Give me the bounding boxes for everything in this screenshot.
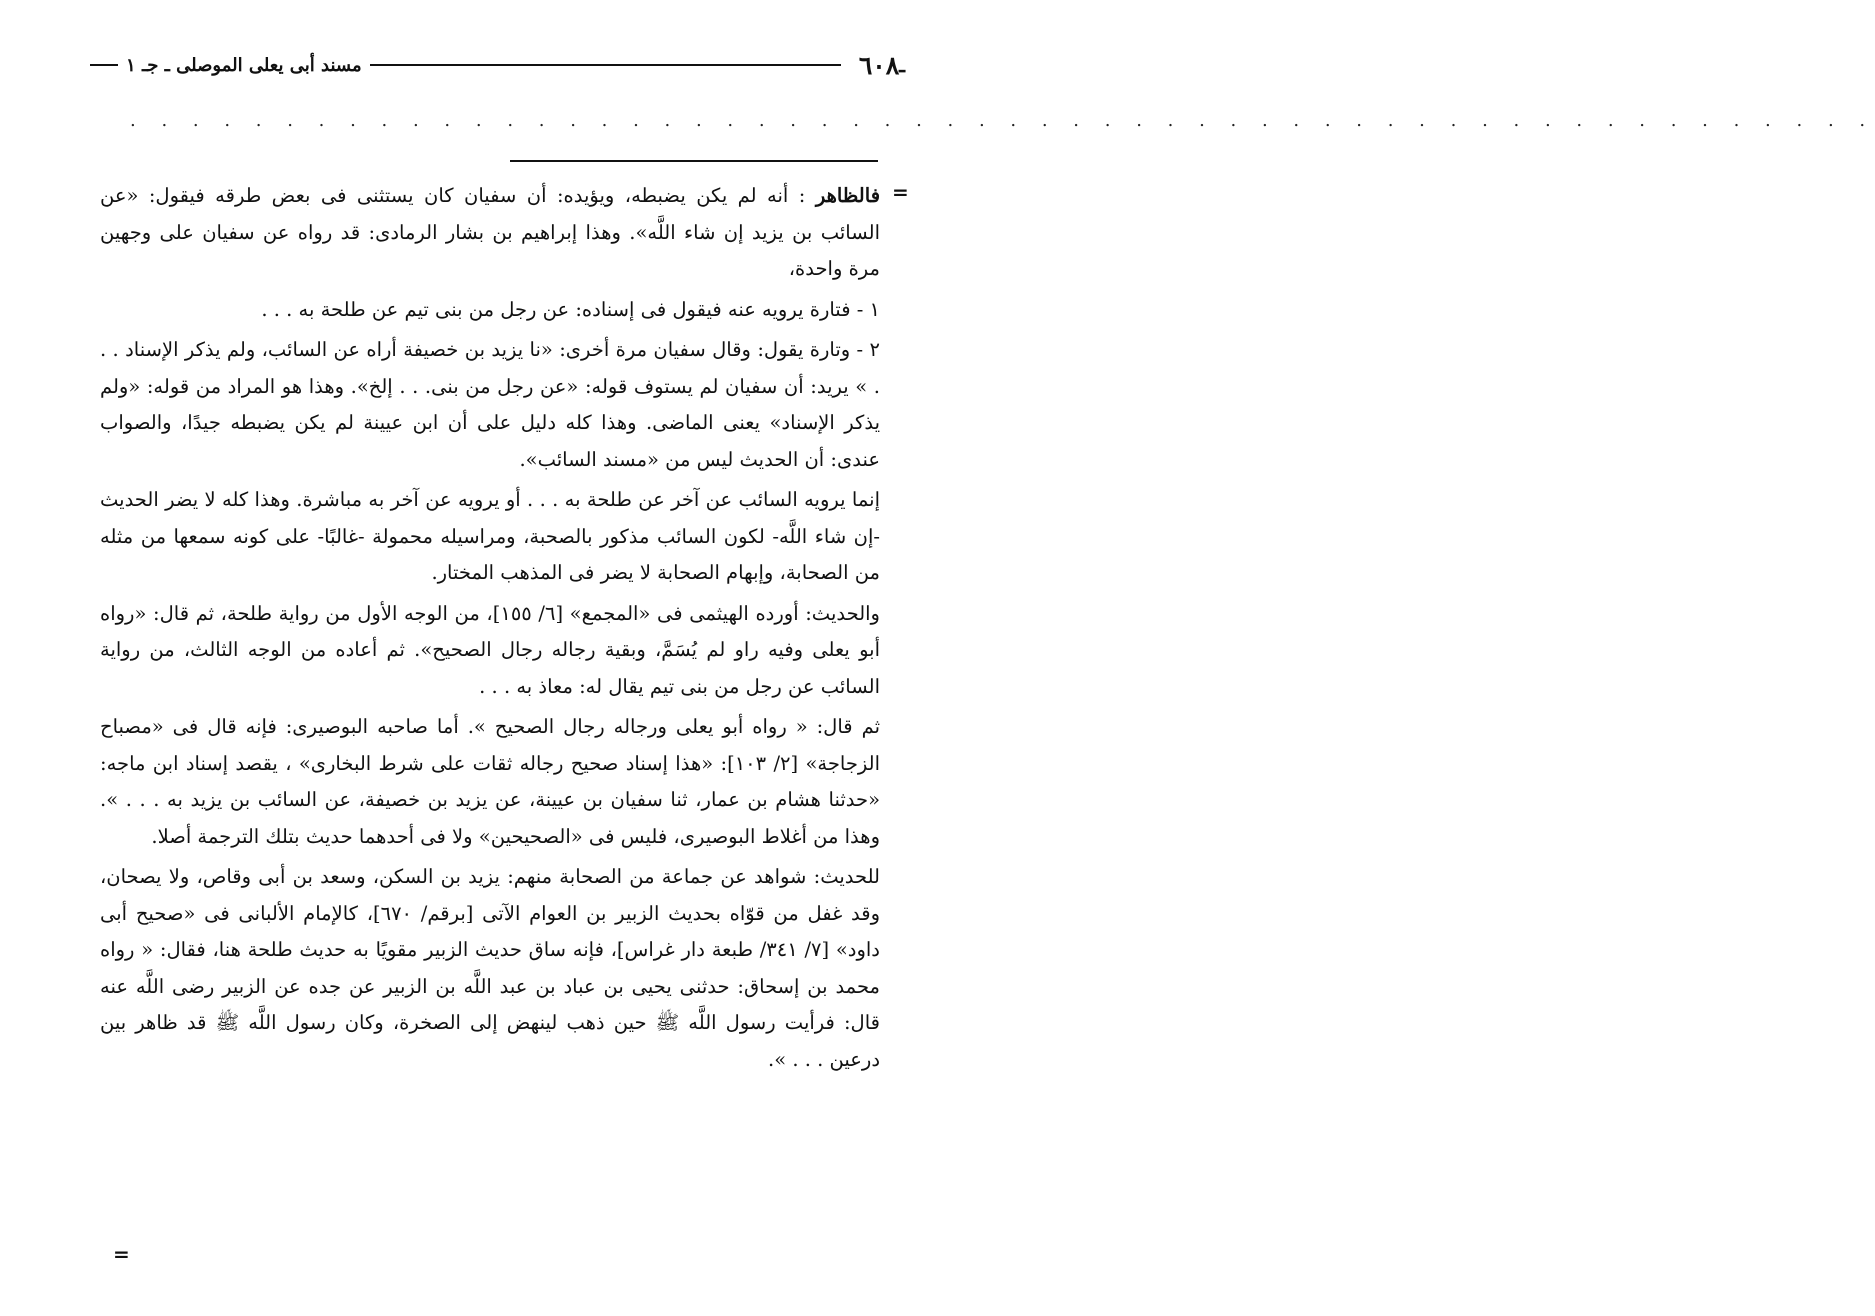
paragraph — [100, 292, 880, 329]
paragraph — [100, 178, 880, 288]
paragraph — [100, 709, 880, 855]
paragraph — [100, 859, 880, 1078]
continuation-mark-top: = — [892, 180, 909, 204]
paragraph-text: للحديث: شواهد عن جماعة من الصحابة منهم: يزيد بن السكن، وسعد بن أبى وقاص، ولا يصحان، وقد غفل من قوّاه بحديث الزبير بن العوام الآتى [برقم/ ٦٧٠]، كالإمام الألبانى فى «صحيح أبى داود» [٧/ ٣٤١/ طبعة دار غراس]، فإنه ساق حديث الزبير مقويًا به حديث طلحة هنا، فقال: « رواه محمد بن إسحاق: حدثنى يحيى بن عباد بن عبد اللَّه بن الزبير عن جده عن الزبير رضى اللَّه عنه قال: فرأيت رسول اللَّه ﷺ حين ذهب لينهض إلى الصخرة، وكان رسول اللَّه ﷺ قد ظاهر بين درعين . . . ». — [100, 865, 880, 1071]
paragraph-text: ١ - فتارة يرويه عنه فيقول فى إسناده: عن رجل من بنى تيم عن طلحة به . . . — [261, 297, 880, 321]
book-title: مسند أبى يعلى الموصلى ـ جـ ١ — [126, 54, 362, 76]
dotted-separator: . . . . . . . . . . . . . . . . . . . . . . . . . . . . . . . . . . . . . . . . . . . . . . . . . . . . . . . . — [130, 110, 1875, 131]
header-rule-end — [90, 64, 118, 66]
paragraph-text: ٢ - وتارة يقول: وقال سفيان مرة أخرى: «نا يزيد بن خصيفة أراه عن السائب، ولم يذكر الإسناد . . . » يريد: أن سفيان لم يستوف قوله: «عن رجل من بنى. . . إلخ». وهذا هو المراد من قوله: «ولم يذكر الإسناد» يعنى الماضى. وهذا كله دليل على أن ابن عيينة لم يكن يضبطه جيدًا، والصواب عندى: أن الحديث ليس من «مسند السائب». — [100, 338, 880, 471]
footnote-body — [100, 178, 880, 1082]
footnote-separator — [510, 160, 878, 162]
page-number: ٦٠٨ — [858, 50, 900, 80]
paragraph-lead: فالظاهر — [815, 184, 881, 207]
paragraph-text: ثم قال: « رواه أبو يعلى ورجاله رجال الصحيح ». أما صاحبه البوصيرى: فإنه قال فى «مصباح الزجاجة» [٢/ ١٠٣]: «هذا إسناد صحيح رجاله ثقات على شرط البخارى» ، يقصد إسناد ابن ماجه: «حدثنا هشام بن عمار، ثنا سفيان بن عيينة، عن يزيد بن خصيفة، عن السائب بن يزيد به . . . ». وهذا من أغلاط البوصيرى، فليس فى «الصحيحين» ولا فى أحدهما حديث بتلك الترجمة أصلا. — [100, 715, 880, 848]
paragraph-text: إنما يرويه السائب عن آخر عن طلحة به . . . أو يرويه عن آخر به مباشرة. وهذا كله لا يضر الحديث -إن شاء اللَّه- لكون السائب مذكور بالصحبة، ومراسيله محمولة -غالبًا- على كونه سمعها من مثله من الصحابة، وإبهام الصحابة لا يضر فى المذهب المختار. — [100, 488, 880, 584]
paragraph — [100, 332, 880, 478]
paragraph-text: والحديث: أورده الهيثمى فى «المجمع» [٦/ ١٥٥]، من الوجه الأول من رواية طلحة، ثم قال: «رواه أبو يعلى وفيه راو لم يُسَمَّ، وبقية رجاله رجال الصحيح». ثم أعاده من الوجه الثالث، من رواية السائب عن رجل من بنى تيم يقال له: معاذ به . . . — [100, 601, 880, 698]
running-header — [90, 48, 905, 82]
paragraph-text: : أنه لم يكن يضبطه، ويؤيده: أن سفيان كان يستثنى فى بعض طرقه فيقول: «عن السائب بن يزيد إن شاء اللَّه». وهذا إبراهيم بن بشار الرمادى: قد رواه عن سفيان على وجهين مرة واحدة، — [100, 184, 880, 280]
header-dash: ـ — [899, 53, 905, 77]
continuation-mark-bottom: = — [113, 1242, 130, 1266]
paragraph — [100, 482, 880, 592]
header-rule — [370, 64, 841, 66]
paragraph — [100, 596, 880, 706]
